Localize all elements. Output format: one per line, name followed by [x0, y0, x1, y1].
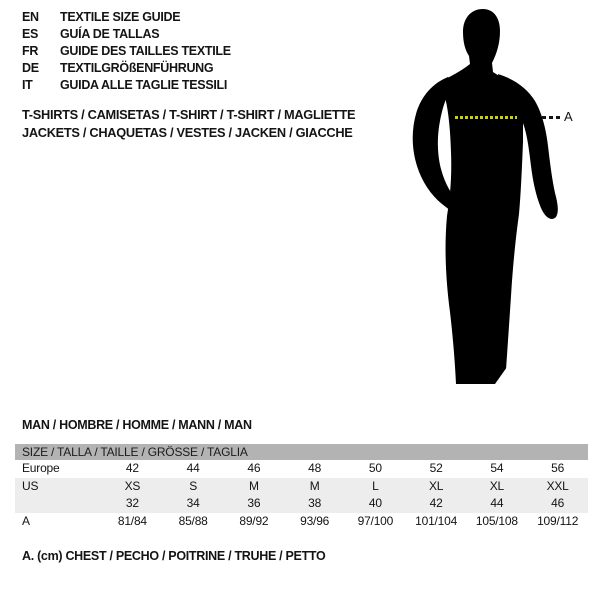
- chest-measure-line: [455, 116, 517, 119]
- language-code: EN: [22, 10, 39, 24]
- language-label: GUIDE DES TAILLES TEXTILE: [60, 44, 231, 58]
- language-label: GUÍA DE TALLAS: [60, 27, 160, 41]
- table-cell: XXL: [546, 478, 569, 493]
- table-cell: 42: [429, 496, 443, 510]
- table-cell: XS: [124, 478, 141, 493]
- table-row-label: [15, 495, 102, 513]
- table-cell: S: [189, 478, 198, 493]
- table-row: [15, 460, 588, 478]
- table-row: [15, 478, 588, 496]
- table-row: [15, 513, 588, 531]
- language-code: FR: [22, 44, 39, 58]
- table-cell: 52: [429, 461, 443, 475]
- measurement-footnote: A. (cm) CHEST / PECHO / POITRINE / TRUHE / PETTO: [22, 549, 326, 563]
- measurement-label-a: A: [564, 109, 573, 124]
- table-cell: 48: [308, 461, 322, 475]
- table-cell: L: [372, 478, 379, 493]
- size-table-header: SIZE / TALLA / TAILLE / GRÖSSE / TAGLIA: [15, 444, 588, 460]
- language-row: [22, 9, 231, 26]
- size-table-body: [15, 460, 588, 530]
- table-cell: 81/84: [117, 513, 147, 528]
- table-cell: 34: [186, 496, 200, 510]
- category-line-jackets: JACKETS / CHAQUETAS / VESTES / JACKEN / GIACCHE: [22, 125, 353, 140]
- table-cell: 97/100: [357, 513, 394, 528]
- table-cell: XL: [489, 478, 505, 493]
- language-label: TEXTILE SIZE GUIDE: [60, 10, 181, 24]
- table-cell: 40: [368, 496, 382, 510]
- table-cell: 42: [125, 461, 139, 475]
- table-cell: 85/88: [178, 513, 208, 528]
- language-row: [22, 43, 231, 60]
- language-code: ES: [22, 27, 39, 41]
- table-cell: 46: [247, 461, 261, 475]
- table-cell: 46: [551, 496, 565, 510]
- table-cell: 56: [551, 461, 565, 475]
- language-guide-list: [22, 9, 231, 94]
- category-line-tshirts: T-SHIRTS / CAMISETAS / T-SHIRT / T-SHIRT / MAGLIETTE: [22, 107, 356, 122]
- size-table: [15, 444, 588, 530]
- table-row-label: US: [22, 478, 39, 493]
- table-cell: 54: [490, 461, 504, 475]
- table-cell: 36: [247, 496, 261, 510]
- table-cell: M: [248, 478, 259, 493]
- table-cell: 38: [308, 496, 322, 510]
- language-label: TEXTILGRÖßENFÜHRUNG: [60, 61, 214, 75]
- table-cell: 44: [186, 461, 200, 475]
- table-cell: 44: [490, 496, 504, 510]
- category-lines: [22, 106, 355, 142]
- language-code: IT: [22, 78, 33, 92]
- table-cell: 32: [125, 496, 139, 510]
- table-cell: 105/108: [475, 513, 518, 528]
- language-row: [22, 26, 231, 43]
- table-cell: 93/96: [300, 513, 330, 528]
- table-cell: 89/92: [239, 513, 269, 528]
- language-row: [22, 77, 231, 94]
- measure-pointer-dashes: [542, 116, 561, 119]
- language-row: [22, 60, 231, 77]
- table-cell: 50: [368, 461, 382, 475]
- language-code: DE: [22, 61, 39, 75]
- table-cell: XL: [428, 478, 444, 493]
- table-cell: 101/104: [415, 513, 458, 528]
- table-row-label: Europe: [22, 461, 60, 475]
- table-row-label: A: [22, 513, 30, 528]
- language-label: GUIDA ALLE TAGLIE TESSILI: [60, 78, 228, 92]
- table-cell: 109/112: [537, 513, 579, 528]
- table-cell: M: [309, 478, 320, 493]
- table-row: [15, 495, 588, 513]
- section-title-man: MAN / HOMBRE / HOMME / MANN / MAN: [22, 418, 252, 432]
